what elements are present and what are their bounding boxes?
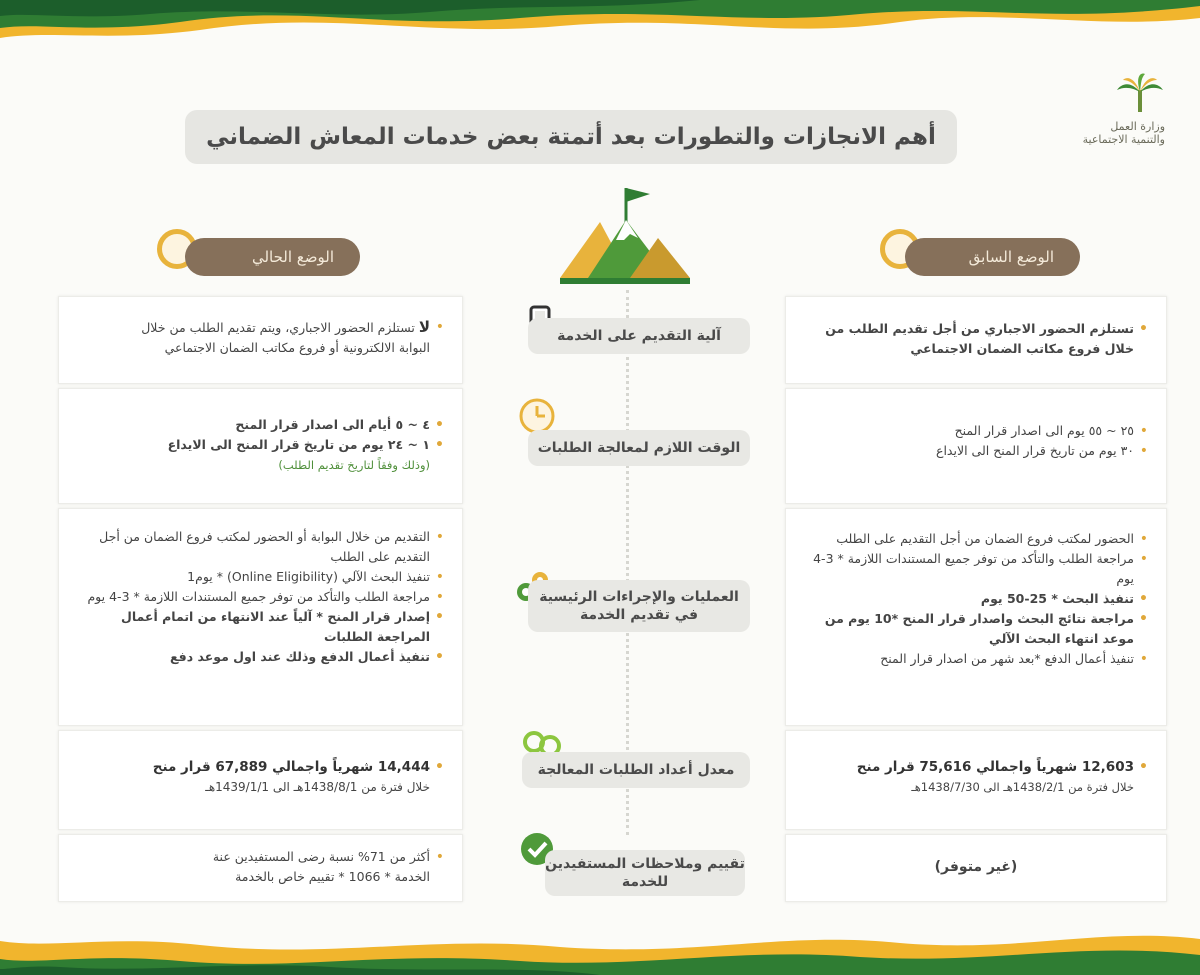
criterion-application: آلية التقديم على الخدمة	[557, 328, 721, 344]
current-rate-line2: خلال فترة من 1438/8/1هـ الى 1439/1/1هـ	[205, 780, 430, 794]
criterion-rate-pill	[522, 752, 750, 788]
criterion-application-pill	[528, 318, 750, 354]
bottom-wave-decoration	[0, 925, 1200, 975]
current-process-card	[58, 508, 463, 726]
current-process-item: • تنفيذ أعمال الدفع وذلك عند اول موعد دفع	[77, 647, 444, 667]
current-feedback-line2: الخدمة * 1066 * تقييم خاص بالخدمة	[235, 869, 430, 884]
previous-feedback-text: (غير متوفر)	[934, 859, 1018, 875]
top-wave-decoration	[0, 0, 1200, 60]
criterion-feedback-pill	[545, 850, 745, 896]
previous-time-card	[785, 388, 1167, 504]
current-feedback-card	[58, 834, 463, 902]
criterion-rate: معدل أعداد الطلبات المعالجة	[537, 762, 735, 778]
previous-rate-card	[785, 730, 1167, 830]
criterion-process: العمليات والإجراءات الرئيسية في تقديم الخدمة	[539, 589, 739, 623]
mountain-flag-icon	[560, 182, 690, 284]
previous-time-item: • ٣٠ يوم من تاريخ قرار المنح الى الايداع	[804, 441, 1148, 461]
previous-process-item: • مراجعة الطلب والتأكد من توفر جميع المستندات اللازمة * 3-4 يوم	[804, 549, 1148, 589]
current-application-line1: تستلزم الحضور الاجباري، ويتم تقديم الطلب من خلال	[141, 320, 415, 335]
previous-rate-line2: خلال فترة من 1438/2/1هـ الى 1438/7/30هـ	[911, 780, 1134, 794]
palm-icon	[1115, 70, 1165, 120]
previous-process-item: • تنفيذ البحث * 25-50 يوم	[804, 589, 1148, 609]
current-application-lead: لا	[418, 318, 430, 336]
previous-application-card	[785, 296, 1167, 384]
criterion-feedback: تقييم وملاحظات المستفيدين للخدمة	[545, 856, 745, 890]
current-process-item: • إصدار قرار المنح * آلياً عند الانتهاء من اتمام أعمال المراجعة الطلبات	[77, 607, 444, 647]
current-application-card	[58, 296, 463, 384]
current-process-item: • تنفيذ البحث الآلي (Online Eligibility) * يوم1	[77, 567, 444, 587]
criterion-time-pill	[528, 430, 750, 466]
previous-process-card	[785, 508, 1167, 726]
previous-rate-line1: • 12,603 شهرياً واجمالي 75,616 قرار منح	[804, 757, 1148, 777]
current-time-card	[58, 388, 463, 504]
page-title: أهم الانجازات والتطورات بعد أتمتة بعض خدمات المعاش الضماني	[185, 110, 957, 164]
ministry-logo	[1035, 70, 1165, 146]
previous-process-item: • الحضور لمكتب فروع الضمان من أجل التقديم على الطلب	[804, 529, 1148, 549]
current-application-line2: البوابة الالكترونية أو فروع مكاتب الضمان الاجتماعي	[164, 340, 430, 355]
previous-status-label: الوضع السابق	[968, 248, 1054, 266]
previous-time-item: • ٢٥ ~ ٥٥ يوم الى اصدار قرار المنح	[804, 421, 1148, 441]
current-time-item: • ٤ ~ ٥ أيام الى اصدار قرار المنح	[77, 415, 444, 435]
previous-feedback-card	[785, 834, 1167, 902]
previous-status-header	[905, 238, 1080, 276]
previous-process-item: • مراجعة نتائج البحث واصدار قرار المنح *10 يوم من موعد انتهاء البحث الآلي	[804, 609, 1148, 649]
current-time-note: (وذلك وفقاً لتاريخ تقديم الطلب)	[278, 458, 430, 472]
current-feedback-line1: • أكثر من 71% نسبة رضى المستفيدين عنة	[77, 847, 444, 867]
current-rate-card	[58, 730, 463, 830]
current-process-item: • التقديم من خلال البوابة أو الحضور لمكتب فروع الضمان من أجل التقديم على الطلب	[77, 527, 444, 567]
current-process-item: • مراجعة الطلب والتأكد من توفر جميع المستندات اللازمة * 3-4 يوم	[77, 587, 444, 607]
logo-text-line2: والتنمية الاجتماعية	[1082, 133, 1165, 146]
previous-process-item: • تنفيذ أعمال الدفع *بعد شهر من اصدار قرار المنح	[804, 649, 1148, 669]
current-rate-line1: • 14,444 شهرياً واجمالي 67,889 قرار منح	[77, 757, 444, 777]
criterion-process-pill	[528, 580, 750, 632]
current-status-label: الوضع الحالي	[251, 248, 334, 266]
current-status-header	[185, 238, 360, 276]
previous-application-text: • تستلزم الحضور الاجباري من أجل تقديم الطلب من خلال فروع مكاتب الضمان الاجتماعي	[804, 319, 1148, 359]
current-time-item: • ١ ~ ٢٤ يوم من تاريخ قرار المنح الى الايداع	[77, 435, 444, 455]
logo-text-line1: وزارة العمل	[1110, 120, 1165, 133]
criterion-time: الوقت اللازم لمعالجة الطلبات	[537, 440, 741, 456]
current-application-item	[77, 317, 444, 338]
